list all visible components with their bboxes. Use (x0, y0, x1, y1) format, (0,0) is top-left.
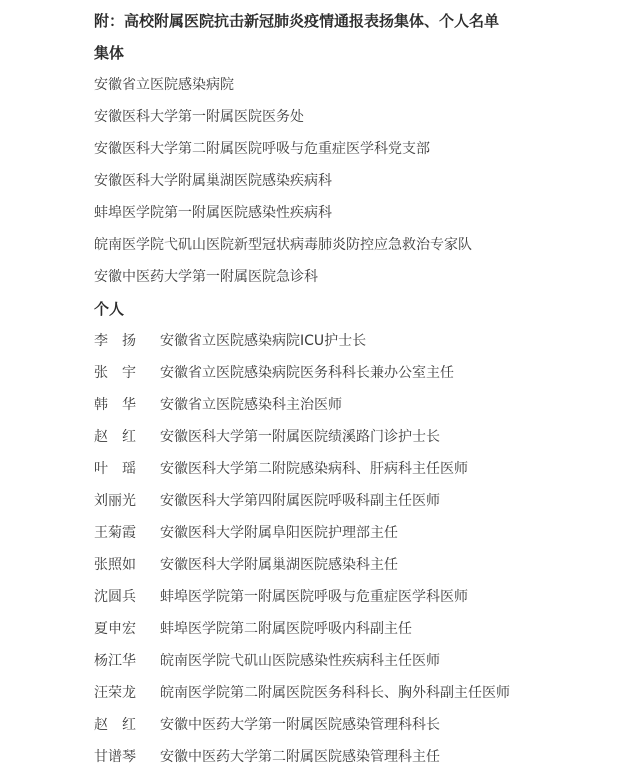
document-title: 附：高校附属医院抗击新冠肺炎疫情通报表扬集体、个人名单 (94, 12, 500, 30)
person-name: 汪荣龙 (94, 685, 136, 701)
person-name: 刘丽光 (94, 493, 136, 509)
person-name: 张照如 (94, 557, 136, 573)
individual-item (94, 389, 623, 421)
individual-item (94, 709, 623, 741)
individual-item (94, 613, 623, 645)
person-description: 安徽省立医院感染科主治医师 (160, 397, 342, 413)
person-name: 李 扬 (94, 333, 136, 349)
individual-item (94, 581, 623, 613)
person-description: 安徽医科大学第一附属医院绩溪路门诊护士长 (160, 429, 440, 445)
group-item: 蚌埠医学院第一附属医院感染性疾病科 (94, 205, 332, 221)
group-item: 安徽医科大学第一附属医院医务处 (94, 109, 304, 125)
person-name: 沈圆兵 (94, 589, 136, 605)
group-item: 安徽医科大学第二附属医院呼吸与危重症医学科党支部 (94, 141, 430, 157)
person-name: 甘谱琴 (94, 749, 136, 765)
individual-item (94, 421, 623, 453)
person-name: 杨江华 (94, 653, 136, 669)
person-name: 王菊霞 (94, 525, 136, 541)
person-name: 赵 红 (94, 717, 136, 733)
person-description: 安徽省立医院感染病院医务科科长兼办公室主任 (160, 365, 454, 381)
person-name: 夏申宏 (94, 621, 136, 637)
person-name: 叶 瑶 (94, 461, 136, 477)
individual-item (94, 517, 623, 549)
individual-item (94, 485, 623, 517)
individual-item (94, 645, 623, 677)
person-description: 安徽中医药大学第一附属医院感染管理科科长 (160, 717, 440, 733)
person-description: 蚌埠医学院第一附属医院呼吸与危重症医学科医师 (160, 589, 468, 605)
group-list (94, 69, 623, 293)
individual-item (94, 677, 623, 709)
group-item: 安徽医科大学附属巢湖医院感染疾病科 (94, 173, 332, 189)
individual-item (94, 549, 623, 581)
person-name: 张 宇 (94, 365, 136, 381)
person-name: 赵 红 (94, 429, 136, 445)
individual-list (94, 325, 623, 773)
person-name: 韩 华 (94, 397, 136, 413)
section-heading-individuals: 个人 (94, 300, 125, 318)
person-description: 皖南医学院第二附属医院医务科科长、胸外科副主任医师 (160, 685, 510, 701)
group-item: 皖南医学院弋矶山医院新型冠状病毒肺炎防控应急救治专家队 (94, 237, 472, 253)
individual-item (94, 357, 623, 389)
individual-item (94, 741, 623, 773)
group-item: 安徽省立医院感染病院 (94, 77, 234, 93)
person-description: 安徽医科大学附属阜阳医院护理部主任 (160, 525, 398, 541)
group-item: 安徽中医药大学第一附属医院急诊科 (94, 269, 318, 285)
person-description: 皖南医学院弋矶山医院感染性疾病科主任医师 (160, 653, 440, 669)
person-description: 安徽省立医院感染病院ICU护士长 (160, 333, 367, 349)
individual-item (94, 325, 623, 357)
document (94, 5, 623, 773)
person-description: 安徽医科大学第四附属医院呼吸科副主任医师 (160, 493, 440, 509)
person-description: 蚌埠医学院第二附属医院呼吸内科副主任 (160, 621, 412, 637)
person-description: 安徽中医药大学第二附属医院感染管理科主任 (160, 749, 440, 765)
section-heading-groups: 集体 (94, 44, 125, 62)
person-description: 安徽医科大学第二附院感染病科、肝病科主任医师 (160, 461, 468, 477)
individual-item (94, 453, 623, 485)
person-description: 安徽医科大学附属巢湖医院感染科主任 (160, 557, 398, 573)
